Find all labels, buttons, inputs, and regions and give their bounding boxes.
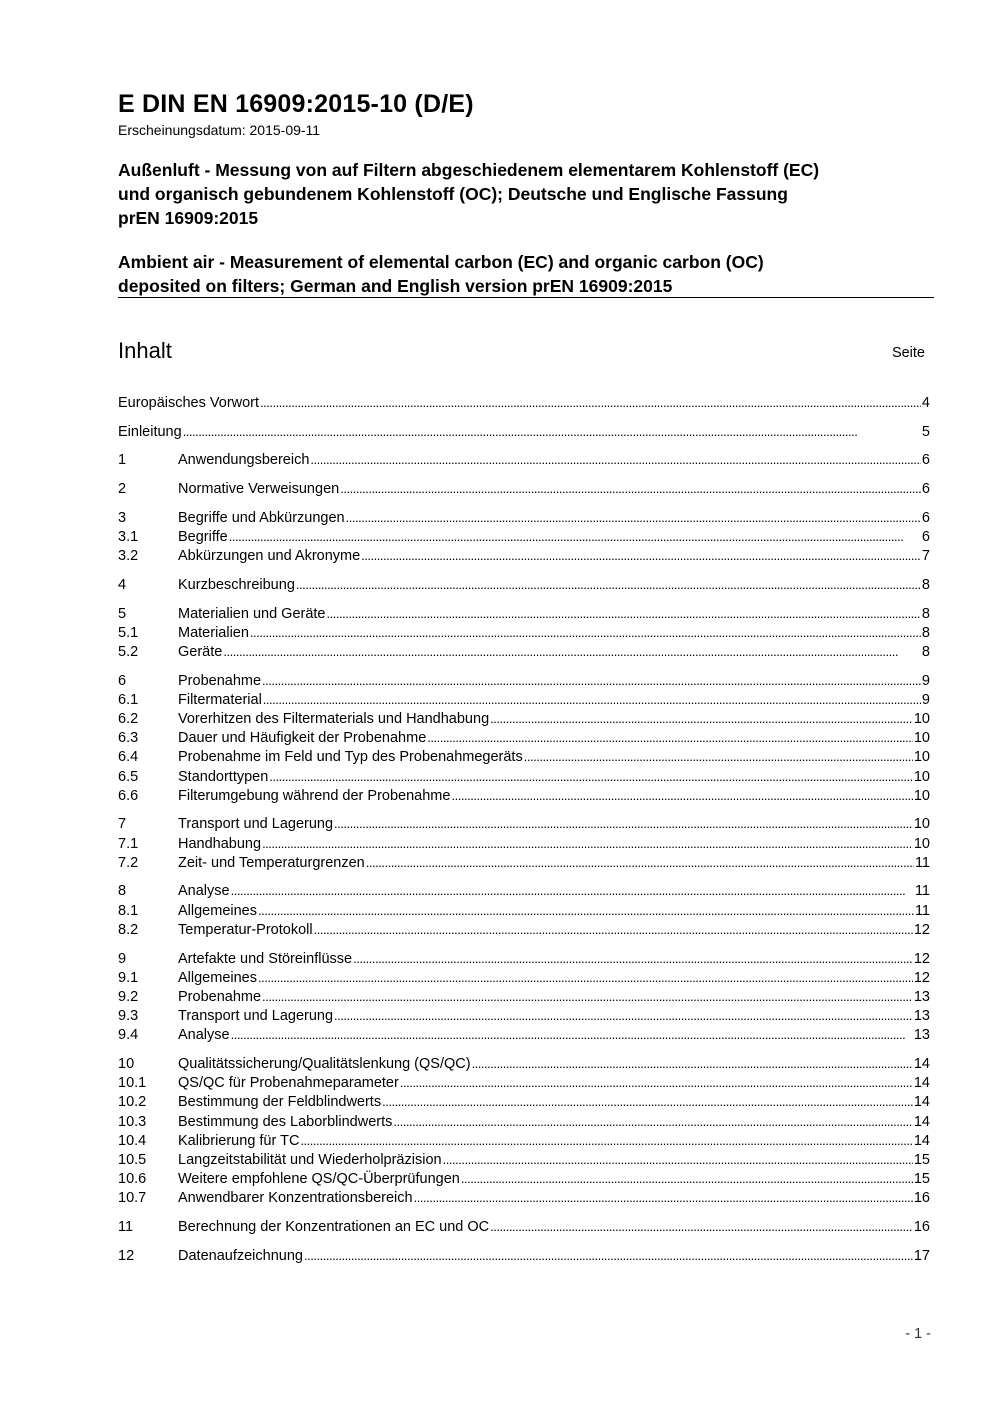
toc-entry-number: 4 bbox=[118, 576, 127, 593]
toc-entry[interactable] bbox=[118, 728, 930, 747]
toc-entry-number: 10.7 bbox=[118, 1190, 147, 1207]
toc-entry[interactable] bbox=[118, 450, 930, 469]
toc-entry-page: 15 bbox=[913, 1151, 930, 1168]
toc-entry-number: 7.1 bbox=[118, 835, 139, 852]
toc-entry-page: 12 bbox=[913, 969, 930, 986]
toc-dot-leader bbox=[451, 786, 912, 806]
toc-entry-page: 8 bbox=[921, 605, 930, 622]
toc-entry-title: Allgemeines bbox=[178, 969, 257, 986]
toc-entry-number: 10.5 bbox=[118, 1151, 147, 1168]
toc-entry-number: 2 bbox=[118, 481, 127, 498]
toc-entry-number: 11 bbox=[118, 1218, 134, 1235]
toc-entry[interactable] bbox=[118, 671, 930, 690]
title-divider bbox=[118, 297, 934, 298]
toc-group bbox=[118, 1054, 930, 1208]
toc-entry-title: Qualitätssicherung/Qualitätslenkung (QS/QC) bbox=[178, 1055, 471, 1072]
toc-dot-leader bbox=[300, 1131, 912, 1151]
toc-entry[interactable] bbox=[118, 747, 930, 766]
toc-entry-page: 6 bbox=[921, 509, 930, 526]
toc-entry-title: Standorttypen bbox=[178, 768, 269, 785]
toc-group bbox=[118, 604, 930, 662]
toc-entry[interactable] bbox=[118, 881, 930, 900]
toc-group bbox=[118, 422, 930, 441]
toc-entry[interactable] bbox=[118, 968, 930, 987]
toc-entry-title: Filterumgebung während der Probenahme bbox=[178, 787, 451, 804]
toc-entry-page: 10 bbox=[913, 730, 930, 747]
toc-dot-leader bbox=[334, 814, 913, 834]
toc-entry[interactable] bbox=[118, 709, 930, 728]
toc-entry[interactable] bbox=[118, 1246, 930, 1265]
toc-entry[interactable] bbox=[118, 1188, 930, 1207]
toc-entry-page: 17 bbox=[913, 1247, 930, 1264]
toc-entry-title: Begriffe bbox=[178, 528, 228, 545]
toc-dot-leader bbox=[524, 747, 913, 767]
toc-entry-number: 12 bbox=[118, 1247, 135, 1264]
toc-dot-leader bbox=[231, 1025, 913, 1045]
toc-dot-leader bbox=[269, 767, 913, 787]
toc-entry-number: 6.4 bbox=[118, 749, 139, 766]
title-english-line: Ambient air - Measurement of elemental carbon (EC) and organic carbon (OC) bbox=[118, 252, 764, 272]
toc-entry-number: 8 bbox=[118, 883, 127, 900]
toc-entry[interactable] bbox=[118, 901, 930, 920]
toc-entry-number: 6.1 bbox=[118, 691, 139, 708]
toc-entry-page: 16 bbox=[913, 1190, 930, 1207]
toc-entry-number: 3.1 bbox=[118, 528, 139, 545]
toc-entry-page: 13 bbox=[913, 1008, 930, 1025]
document-page bbox=[118, 0, 934, 1403]
toc-group bbox=[118, 450, 930, 469]
toc-group bbox=[118, 1217, 930, 1236]
toc-entry-number: 10 bbox=[118, 1055, 135, 1072]
toc-entry-number: 6.5 bbox=[118, 768, 139, 785]
toc-entry[interactable] bbox=[118, 834, 930, 853]
toc-entry[interactable] bbox=[118, 1025, 930, 1044]
toc-entry[interactable] bbox=[118, 1006, 930, 1025]
toc-entry[interactable] bbox=[118, 642, 930, 661]
toc-entry[interactable] bbox=[118, 1150, 930, 1169]
toc-entry-title: Probenahme im Feld und Typ des Probenahmegeräts bbox=[178, 749, 523, 766]
toc-dot-leader bbox=[314, 920, 913, 940]
table-of-contents bbox=[118, 393, 930, 1274]
toc-entry-page: 10 bbox=[913, 710, 930, 727]
toc-entry-title: Anwendungsbereich bbox=[178, 452, 310, 469]
toc-entry-page: 10 bbox=[913, 749, 930, 766]
toc-entry[interactable] bbox=[118, 546, 930, 565]
toc-entry-page: 11 bbox=[914, 902, 930, 919]
toc-entry-title: Langzeitstabilität und Wiederholpräzision bbox=[178, 1151, 442, 1168]
toc-entry-title: Materialien und Geräte bbox=[178, 605, 326, 622]
toc-entry[interactable] bbox=[118, 604, 930, 623]
toc-dot-leader bbox=[472, 1054, 913, 1074]
title-german bbox=[118, 158, 934, 230]
toc-entry-title: Materialien bbox=[178, 624, 249, 641]
toc-group bbox=[118, 949, 930, 1045]
toc-dot-leader bbox=[366, 853, 914, 873]
toc-dot-leader bbox=[296, 575, 921, 595]
toc-entry[interactable] bbox=[118, 1169, 930, 1188]
toc-entry-page: 6 bbox=[921, 481, 930, 498]
toc-entry-title: Dauer und Häufigkeit der Probenahme bbox=[178, 730, 427, 747]
toc-dot-leader bbox=[231, 881, 914, 901]
page-number: - 1 - bbox=[905, 1326, 931, 1342]
toc-entry-title: QS/QC für Probenahmeparameter bbox=[178, 1075, 399, 1092]
toc-dot-leader bbox=[260, 393, 921, 413]
toc-entry[interactable] bbox=[118, 479, 930, 498]
toc-entry-page: 14 bbox=[913, 1113, 930, 1130]
toc-dot-leader bbox=[258, 901, 914, 921]
toc-entry-number: 10.6 bbox=[118, 1171, 147, 1188]
toc-entry-number: 8.2 bbox=[118, 921, 139, 938]
toc-entry-title: Handhabung bbox=[178, 835, 262, 852]
toc-entry-number: 10.2 bbox=[118, 1094, 147, 1111]
toc-entry-title: Einleitung bbox=[118, 423, 182, 440]
toc-entry-title: Normative Verweisungen bbox=[178, 481, 340, 498]
toc-dot-leader bbox=[263, 690, 921, 710]
toc-entry-page: 14 bbox=[913, 1094, 930, 1111]
title-german-line: Außenluft - Messung von auf Filtern abgeschiedenem elementarem Kohlenstoff (EC) bbox=[118, 160, 820, 180]
toc-entry-title: Datenaufzeichnung bbox=[178, 1247, 303, 1264]
toc-entry-number: 5 bbox=[118, 605, 127, 622]
toc-entry-title: Europäisches Vorwort bbox=[118, 395, 260, 411]
publication-date: Erscheinungsdatum: 2015-09-11 bbox=[118, 122, 321, 138]
title-english bbox=[118, 250, 934, 298]
toc-group bbox=[118, 881, 930, 939]
toc-dot-leader bbox=[490, 1217, 913, 1237]
toc-dot-leader bbox=[258, 968, 913, 988]
toc-entry-number: 3 bbox=[118, 509, 127, 526]
toc-entry[interactable] bbox=[118, 767, 930, 786]
toc-entry-title: Geräte bbox=[178, 643, 223, 660]
toc-entry[interactable] bbox=[118, 527, 930, 546]
toc-entry[interactable] bbox=[118, 1217, 930, 1236]
toc-entry-number: 9.3 bbox=[118, 1008, 139, 1025]
toc-entry-title: Berechnung der Konzentrationen an EC und OC bbox=[178, 1218, 490, 1235]
toc-entry-page: 4 bbox=[921, 395, 930, 411]
toc-entry-page: 9 bbox=[921, 672, 930, 689]
toc-entry[interactable] bbox=[118, 1131, 930, 1150]
toc-entry[interactable] bbox=[118, 949, 930, 968]
toc-entry-title: Zeit- und Temperaturgrenzen bbox=[178, 854, 365, 871]
toc-entry-page: 6 bbox=[921, 528, 930, 545]
toc-entry-title: Allgemeines bbox=[178, 902, 257, 919]
document-id: E DIN EN 16909:2015-10 (D/E) bbox=[118, 90, 474, 118]
toc-entry[interactable] bbox=[118, 575, 930, 594]
toc-dot-leader bbox=[427, 728, 913, 748]
toc-entry-page: 16 bbox=[913, 1218, 930, 1235]
toc-dot-leader bbox=[393, 1112, 912, 1132]
toc-entry-number: 1 bbox=[118, 452, 127, 469]
toc-entry-title: Begriffe und Abkürzungen bbox=[178, 509, 345, 526]
toc-entry-title: Temperatur-Protokoll bbox=[178, 921, 313, 938]
toc-group bbox=[118, 671, 930, 805]
toc-group bbox=[118, 393, 930, 412]
toc-entry-page: 14 bbox=[913, 1132, 930, 1149]
toc-entry-page: 14 bbox=[913, 1075, 930, 1092]
toc-entry-page: 12 bbox=[913, 950, 930, 967]
toc-entry-number: 9 bbox=[118, 950, 127, 967]
toc-dot-leader bbox=[327, 604, 921, 624]
toc-entry[interactable] bbox=[118, 623, 930, 642]
toc-entry-title: Weitere empfohlene QS/QC-Überprüfungen bbox=[178, 1171, 460, 1188]
toc-entry[interactable] bbox=[118, 508, 930, 527]
toc-entry-number: 6.6 bbox=[118, 787, 139, 804]
title-english-line: deposited on filters; German and English version prEN 16909:2015 bbox=[118, 276, 673, 296]
toc-entry-page: 8 bbox=[921, 643, 930, 660]
toc-entry-page: 11 bbox=[914, 883, 930, 900]
toc-entry-page: 13 bbox=[913, 1027, 930, 1044]
toc-dot-leader bbox=[490, 709, 913, 729]
toc-dot-leader bbox=[353, 949, 913, 969]
toc-entry[interactable] bbox=[118, 853, 930, 872]
toc-entry[interactable] bbox=[118, 1112, 930, 1131]
toc-entry-title: Probenahme bbox=[178, 672, 262, 689]
toc-dot-leader bbox=[229, 527, 921, 547]
toc-entry-title: Abkürzungen und Akronyme bbox=[178, 548, 361, 565]
toc-dot-leader bbox=[443, 1150, 913, 1170]
toc-heading: Inhalt bbox=[118, 338, 172, 363]
toc-dot-leader bbox=[340, 479, 921, 499]
toc-entry-title: Bestimmung der Feldblindwerts bbox=[178, 1094, 382, 1111]
toc-entry-number: 5.1 bbox=[118, 624, 139, 641]
toc-group bbox=[118, 575, 930, 594]
toc-dot-leader bbox=[262, 671, 921, 691]
toc-group bbox=[118, 814, 930, 872]
toc-entry-number: 7 bbox=[118, 816, 127, 833]
toc-entry-title: Filtermaterial bbox=[178, 691, 262, 708]
toc-entry-number: 9.4 bbox=[118, 1027, 139, 1044]
toc-entry-number: 8.1 bbox=[118, 902, 139, 919]
toc-entry[interactable] bbox=[118, 920, 930, 939]
toc-page-column-label: Seite bbox=[891, 345, 925, 361]
toc-entry-page: 9 bbox=[921, 691, 930, 708]
toc-entry-page: 10 bbox=[913, 816, 930, 833]
toc-entry-page: 11 bbox=[914, 854, 930, 871]
title-german-line: und organisch gebundenem Kohlenstoff (OC); Deutsche und Englische Fassung bbox=[118, 184, 788, 204]
toc-entry-number: 6.2 bbox=[118, 710, 139, 727]
toc-entry-page: 5 bbox=[921, 423, 930, 440]
toc-entry-number: 6 bbox=[118, 672, 127, 689]
toc-entry-number: 6.3 bbox=[118, 730, 139, 747]
toc-entry-title: Analyse bbox=[178, 1027, 230, 1044]
toc-entry-number: 5.2 bbox=[118, 643, 139, 660]
toc-dot-leader bbox=[304, 1246, 913, 1266]
toc-entry-number: 10.4 bbox=[118, 1132, 147, 1149]
toc-entry[interactable] bbox=[118, 814, 930, 833]
toc-entry-title: Bestimmung des Laborblindwerts bbox=[178, 1113, 393, 1130]
toc-dot-leader bbox=[183, 422, 921, 442]
toc-dot-leader bbox=[334, 1006, 913, 1026]
toc-group bbox=[118, 1246, 930, 1265]
toc-entry-title: Analyse bbox=[178, 883, 230, 900]
toc-dot-leader bbox=[361, 546, 921, 566]
toc-dot-leader bbox=[382, 1092, 913, 1112]
toc-entry-title: Kalibrierung für TC bbox=[178, 1132, 300, 1149]
toc-dot-leader bbox=[461, 1169, 913, 1189]
toc-entry[interactable] bbox=[118, 987, 930, 1006]
toc-entry-title: Probenahme bbox=[178, 988, 262, 1005]
toc-dot-leader bbox=[414, 1188, 913, 1208]
toc-entry-page: 10 bbox=[913, 787, 930, 804]
toc-entry-page: 10 bbox=[913, 768, 930, 785]
toc-entry-page: 12 bbox=[913, 921, 930, 938]
toc-entry-page: 6 bbox=[921, 452, 930, 469]
toc-entry[interactable] bbox=[118, 1054, 930, 1073]
toc-dot-leader bbox=[346, 508, 921, 528]
toc-dot-leader bbox=[223, 642, 921, 662]
toc-entry-number: 7.2 bbox=[118, 854, 139, 871]
toc-entry-number: 9.1 bbox=[118, 969, 139, 986]
toc-entry-title: Kurzbeschreibung bbox=[178, 576, 295, 593]
toc-entry-number: 10.1 bbox=[118, 1075, 147, 1092]
toc-entry[interactable] bbox=[118, 393, 930, 412]
toc-dot-leader bbox=[262, 987, 913, 1007]
toc-entry-page: 10 bbox=[913, 835, 930, 852]
toc-entry[interactable] bbox=[118, 786, 930, 805]
toc-entry-title: Transport und Lagerung bbox=[178, 1008, 334, 1025]
toc-entry-title: Transport und Lagerung bbox=[178, 816, 334, 833]
toc-entry-page: 7 bbox=[921, 548, 930, 565]
toc-entry-page: 8 bbox=[921, 624, 930, 641]
toc-entry-number: 9.2 bbox=[118, 988, 139, 1005]
toc-entry-number: 3.2 bbox=[118, 548, 139, 565]
toc-entry-title: Artefakte und Störeinflüsse bbox=[178, 950, 353, 967]
toc-entry-page: 15 bbox=[913, 1171, 930, 1188]
toc-entry[interactable] bbox=[118, 1073, 930, 1092]
toc-entry-page: 14 bbox=[913, 1055, 930, 1072]
toc-entry-number: 10.3 bbox=[118, 1113, 147, 1130]
toc-entry-title: Anwendbarer Konzentrationsbereich bbox=[178, 1190, 413, 1207]
toc-dot-leader bbox=[250, 623, 921, 643]
toc-group bbox=[118, 508, 930, 566]
toc-entry-title: Vorerhitzen des Filtermaterials und Handhabung bbox=[178, 710, 490, 727]
toc-entry[interactable] bbox=[118, 690, 930, 709]
toc-entry-page: 8 bbox=[921, 576, 930, 593]
toc-group bbox=[118, 479, 930, 498]
toc-entry[interactable] bbox=[118, 422, 930, 441]
toc-dot-leader bbox=[400, 1073, 913, 1093]
toc-entry[interactable] bbox=[118, 1092, 930, 1111]
title-german-line: prEN 16909:2015 bbox=[118, 208, 259, 228]
toc-entry-page: 13 bbox=[913, 988, 930, 1005]
toc-dot-leader bbox=[262, 834, 913, 854]
toc-dot-leader bbox=[310, 450, 921, 470]
